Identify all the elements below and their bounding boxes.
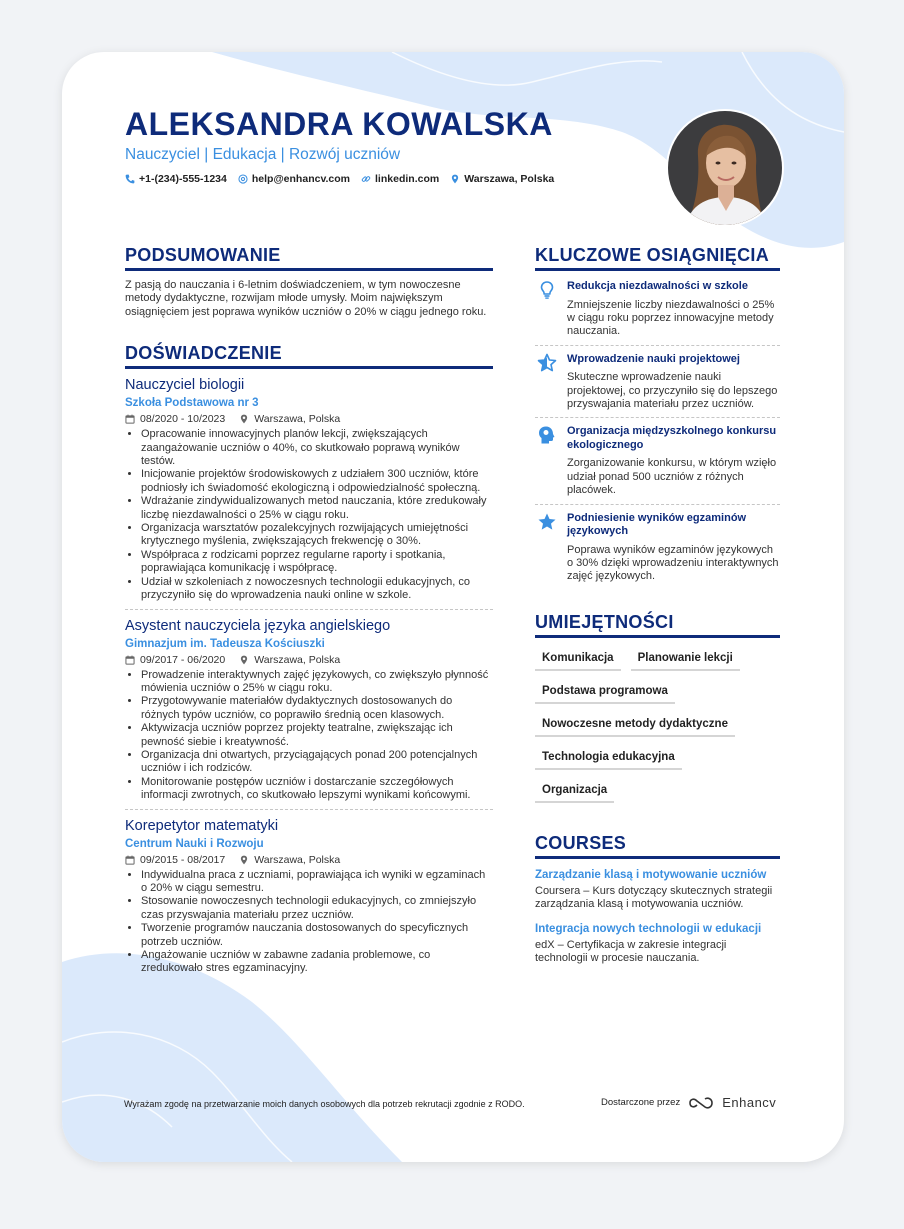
- candidate-name: ALEKSANDRA KOWALSKA: [125, 106, 553, 142]
- brain-head-icon: [537, 425, 557, 445]
- provided-by: [601, 1095, 776, 1110]
- job-dates: [125, 654, 225, 666]
- bullet-item: • Stosowanie nowoczesnych technologii edukacyjnych, co zmniejszyło czas przyswajania materiału przez uczniów.: [141, 895, 493, 922]
- phone-icon: [125, 174, 135, 184]
- job-location: [239, 413, 340, 425]
- courses-heading: COURSES: [535, 833, 780, 859]
- job-dates-text: 09/2017 - 06/2020: [140, 653, 226, 666]
- course-desc: edX – Certyfikacja w zakresie integracji technologii w procesie nauczania.: [535, 938, 727, 965]
- achievement-item: [535, 273, 780, 346]
- job-bullets: [125, 428, 493, 602]
- skill-tag: Technologia edukacyjna: [535, 747, 682, 770]
- profile-photo: [666, 109, 784, 227]
- skill-tag: Nowoczesne metody dydaktyczne: [535, 714, 735, 737]
- bullet-item: • Udział w szkoleniach z nowoczesnych technologii edukacyjnych, co przyczyniło się do wprowadzenia nauki online w szkole.: [141, 576, 493, 603]
- job-company: Szkoła Podstawowa nr 3: [125, 397, 259, 410]
- job-company: Gimnazjum im. Tadeusza Kościuszki: [125, 637, 325, 650]
- course-title: Integracja nowych technologii w edukacji: [535, 922, 762, 935]
- link-icon: [361, 174, 371, 184]
- job-location-text: Warszawa, Polska: [254, 413, 341, 426]
- contact-bar: [125, 173, 554, 185]
- achievement-title: Organizacja międzyszkolnego konkursu ekologicznego: [567, 425, 777, 451]
- job-dates: [125, 413, 225, 425]
- provided-by-text: Dostarczone przez: [601, 1097, 681, 1108]
- job-dates: [125, 854, 225, 866]
- skill-tag: Podstawa programowa: [535, 681, 675, 704]
- right-column: [535, 245, 780, 966]
- achievement-title: Wprowadzenie nauki projektowej: [567, 352, 740, 365]
- achievement-desc: Skuteczne wprowadzenie nauki projektowej, co przyczyniło się do lepszego przyswajania materiału przez uczniów.: [567, 371, 778, 411]
- summary-heading: PODSUMOWANIE: [125, 245, 493, 271]
- course-item: [535, 922, 780, 966]
- bullet-item: • Indywidualna praca z uczniami, poprawiająca ich wyniki w egzaminach o 20% w ciągu semestru.: [141, 869, 493, 896]
- bullet-item: • Współpraca z rodzicami poprzez regularne raporty i spotkania, poprawiająca komunikację i współpracę.: [141, 549, 493, 576]
- star-outline-icon: [537, 353, 557, 373]
- experience-heading: DOŚWIADCZENIE: [125, 343, 493, 369]
- bullet-item: • Inicjowanie projektów środowiskowych z udziałem 300 uczniów, które podniosły ich świadomość ekologiczną i odpowiedzialność społeczną.: [141, 468, 493, 495]
- candidate-title: Nauczyciel | Edukacja | Rozwój uczniów: [125, 146, 401, 163]
- job-dates-text: 09/2015 - 08/2017: [140, 853, 226, 866]
- bullet-item: • Organizacja dni otwartych, przyciągających ponad 200 potencjalnych uczniów i ich rodziców.: [141, 749, 493, 776]
- job-entry: [125, 618, 493, 810]
- calendar-icon: [125, 855, 135, 865]
- bullet-item: • Tworzenie programów nauczania dostosowanych do specyficznych potrzeb uczniów.: [141, 922, 493, 949]
- skills-heading: UMIEJĘTNOŚCI: [535, 612, 780, 638]
- achievements-heading: KLUCZOWE OSIĄGNIĘCIA: [535, 245, 780, 271]
- contact-email[interactable]: [238, 173, 350, 185]
- job-meta: [125, 654, 493, 666]
- job-entry: [125, 377, 493, 609]
- courses-list: [535, 868, 780, 966]
- brand-name[interactable]: Enhancv: [722, 1095, 777, 1110]
- divider: [125, 609, 493, 610]
- job-meta: [125, 413, 493, 425]
- location-icon: [239, 655, 249, 665]
- achievement-title: Podniesienie wyników egzaminów językowych: [567, 511, 747, 538]
- bullet-item: • Monitorowanie postępów uczniów i dostarczanie szczegółowych informacji zwrotnych, co skutkowało lepszymi wynikami końcowymi.: [141, 776, 493, 803]
- job-bullets: [125, 869, 493, 976]
- email-text: help@enhancv.com: [251, 173, 351, 185]
- bullet-item: • Angażowanie uczniów w zabawne zadania problemowe, co zredukowało stres egzaminacyjny.: [141, 949, 493, 976]
- achievement-item: [535, 505, 780, 590]
- phone-text: +1-(234)-555-1234: [139, 173, 227, 185]
- bullet-item: • Prowadzenie interaktywnych zajęć językowych, co zwiększyło płynność mówienia uczniów o 25% w ciągu roku.: [141, 669, 493, 696]
- achievement-item: [535, 346, 780, 419]
- contact-phone[interactable]: [125, 173, 227, 185]
- skill-tag: Planowanie lekcji: [631, 648, 740, 671]
- bullet-item: • Opracowanie innowacyjnych planów lekcji, zwiększających zaangażowanie uczniów o 40%, co skutkowało poprawą wyników testów.: [141, 428, 493, 468]
- job-location: [239, 654, 340, 666]
- achievement-item: [535, 418, 780, 504]
- course-title: Zarządzanie klasą i motywowanie uczniów: [535, 868, 767, 881]
- summary-text: Z pasją do nauczania i 6-letnim doświadczeniem, w tym nowoczesne metody dydaktyczne, rozwijam młode umysły. Moim największym osiągnięciem jest poprawa wyników uczniów o 20% w ciągu jednego roku.: [125, 279, 487, 318]
- skill-tag: Organizacja: [535, 780, 614, 803]
- location-text: Warszawa, Polska: [464, 173, 555, 185]
- achievements-list: [535, 273, 780, 590]
- bullet-item: • Aktywizacja uczniów poprzez projekty teatralne, zwiększając ich pewność siebie i kreatywność.: [141, 722, 493, 749]
- linkedin-text: linkedin.com: [375, 173, 440, 185]
- job-title: Korepetytor matematyki: [125, 817, 279, 834]
- divider: [125, 809, 493, 810]
- calendar-icon: [125, 655, 135, 665]
- course-desc: Coursera – Kurs dotyczący skutecznych strategii zarządzania klasą i motywowania uczniów.: [535, 884, 773, 911]
- job-location: [239, 854, 340, 866]
- lightbulb-icon: [537, 280, 557, 300]
- resume-card: [62, 52, 844, 1162]
- left-column: [125, 245, 493, 976]
- course-item: [535, 868, 780, 912]
- enhancv-logo-icon: [688, 1096, 714, 1110]
- job-company: Centrum Nauki i Rozwoju: [125, 837, 264, 850]
- achievement-title: Redukcja niezdawalności w szkole: [567, 280, 748, 292]
- consent-note: Wyrażam zgodę na przetwarzanie moich danych osobowych dla potrzeb rekrutacji zgodnie z RODO.: [124, 1099, 525, 1109]
- skill-tag: Komunikacja: [535, 648, 621, 671]
- calendar-icon: [125, 414, 135, 424]
- achievement-desc: Poprawa wyników egzaminów językowych o 30% dzięki wprowadzeniu interaktywnych zajęć językowych.: [567, 543, 779, 583]
- bullet-item: • Przygotowywanie materiałów dydaktycznych dostosowanych do różnych typów uczniów, co poprawiło średnią ocen klasowych.: [141, 695, 493, 722]
- star-filled-icon: [537, 512, 557, 532]
- achievement-desc: Zmniejszenie liczby niezdawalności o 25% w ciągu roku poprzez innowacyjne metody nauczania.: [567, 298, 775, 338]
- location-icon: [450, 174, 460, 184]
- job-meta: [125, 854, 493, 866]
- location-icon: [239, 855, 249, 865]
- bullet-item: • Wdrażanie zindywidualizowanych metod nauczania, które zredukowały liczbę niezdawalności o 25% w ciągu roku.: [141, 495, 493, 522]
- job-title: Nauczyciel biologii: [125, 377, 245, 394]
- location-icon: [239, 414, 249, 424]
- job-location-text: Warszawa, Polska: [254, 853, 341, 866]
- job-title: Asystent nauczyciela języka angielskiego: [125, 617, 391, 634]
- job-location-text: Warszawa, Polska: [254, 653, 341, 666]
- contact-linkedin[interactable]: [361, 173, 439, 185]
- skills-list: [535, 648, 780, 803]
- achievement-desc: Zorganizowanie konkursu, w którym wzięło udział ponad 500 uczniów z różnych placówek.: [567, 457, 777, 497]
- at-icon: [238, 174, 248, 184]
- job-dates-text: 08/2020 - 10/2023: [140, 413, 226, 426]
- bullet-item: • Organizacja warsztatów pozalekcyjnych rozwijających umiejętności krytycznego myślenia, zwiększających frekwencję o 30%.: [141, 522, 493, 549]
- job-entry: [125, 818, 493, 976]
- job-bullets: [125, 669, 493, 803]
- contact-location: [450, 173, 554, 185]
